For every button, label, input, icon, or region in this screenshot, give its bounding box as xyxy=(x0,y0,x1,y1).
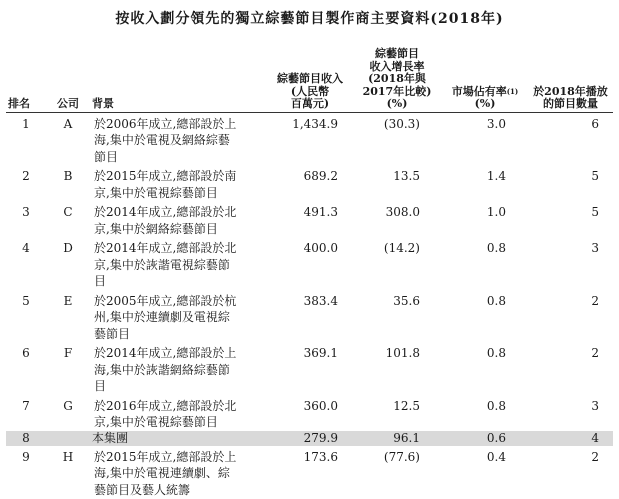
growth-cell: (30.3) xyxy=(383,116,420,131)
producer-table xyxy=(6,48,613,498)
background-line: 海,集中於電視及網絡綜藝 xyxy=(94,133,230,147)
header-company: 公司 xyxy=(46,48,90,112)
header-share-label: 市場佔有率 xyxy=(451,84,507,98)
header-revenue-line: 綜藝節目收入 xyxy=(277,72,343,85)
company-cell: F xyxy=(63,346,73,360)
background-line: 節目 xyxy=(94,149,119,164)
background-line: 京,集中於網絡綜藝節目 xyxy=(94,221,218,236)
background-line: 於2005年成立,總部設於杭 xyxy=(94,293,237,308)
background-line: 京,集中於詼諧電視綜藝節 xyxy=(94,257,230,272)
table-row xyxy=(6,112,613,165)
header-background: 背景 xyxy=(90,48,268,112)
shows-cell: 2 xyxy=(591,293,599,308)
background-line: 京,集中於電視綜藝節目 xyxy=(94,185,218,200)
header-growth-line: (2018年與 xyxy=(368,72,426,85)
revenue-cell: 400.0 xyxy=(303,241,338,255)
table-row xyxy=(6,431,613,446)
share-cell: 3.0 xyxy=(486,116,506,131)
background-cell xyxy=(90,237,268,290)
share-cell: 1.0 xyxy=(486,205,506,219)
revenue-cell: 173.6 xyxy=(303,449,338,464)
table-row xyxy=(6,446,613,499)
shows-cell: 3 xyxy=(591,241,599,255)
header-shows xyxy=(528,48,613,112)
table-row xyxy=(6,237,613,290)
background-cell xyxy=(90,446,268,499)
table-row xyxy=(6,201,613,237)
growth-cell: 35.6 xyxy=(393,293,420,308)
shows-cell: 5 xyxy=(591,169,599,183)
rank-cell: 1 xyxy=(22,116,30,131)
share-cell: 0.8 xyxy=(486,346,506,360)
background-cell xyxy=(90,290,268,343)
background-line: 藝節目及藝人統籌 xyxy=(94,482,191,497)
background-line: 海,集中於電視連續劇、綜 xyxy=(94,466,230,480)
company-cell: D xyxy=(63,241,73,255)
shows-cell: 4 xyxy=(528,431,613,446)
shows-cell: 2 xyxy=(591,346,599,360)
share-cell: 0.6 xyxy=(442,431,528,446)
company-cell: E xyxy=(63,293,73,308)
table-row xyxy=(6,342,613,395)
revenue-cell: 369.1 xyxy=(303,346,338,360)
background-line: 目 xyxy=(94,379,107,393)
revenue-cell: 279.9 xyxy=(268,431,352,446)
growth-cell: (14.2) xyxy=(383,241,420,255)
share-cell: 0.8 xyxy=(486,293,506,308)
background-cell xyxy=(90,395,268,431)
rank-cell: 8 xyxy=(6,431,46,446)
background-cell xyxy=(90,165,268,201)
company-cell: A xyxy=(63,116,73,131)
background-line: 於2014年成立,總部設於北 xyxy=(94,205,237,219)
company-cell: H xyxy=(62,449,74,464)
growth-cell: 13.5 xyxy=(393,169,420,183)
rank-cell: 3 xyxy=(22,205,30,219)
background-line: 京,集中於電視綜藝節目 xyxy=(94,415,218,429)
background-line: 於2014年成立,總部設於上 xyxy=(94,346,237,360)
company-cell: C xyxy=(63,205,73,219)
shows-cell: 5 xyxy=(591,205,599,219)
background-cell xyxy=(90,201,268,237)
header-revenue xyxy=(268,48,352,112)
header-shows-line: 的節目數量 xyxy=(543,97,598,110)
revenue-cell: 689.2 xyxy=(303,169,338,183)
revenue-cell: 1,434.9 xyxy=(292,116,338,131)
background-cell xyxy=(90,342,268,395)
background-line: 於2014年成立,總部設於北 xyxy=(94,241,237,255)
table-body xyxy=(6,112,613,498)
share-cell: 0.8 xyxy=(486,241,506,255)
rank-cell: 2 xyxy=(22,169,30,183)
page-title: 按收入劃分領先的獨立綜藝節目製作商主要資料(2018年) xyxy=(115,11,504,27)
header-growth-line: (%) xyxy=(386,97,408,110)
header-share-footnote: (1) xyxy=(506,86,519,96)
company-cell: 本集團 xyxy=(46,431,268,446)
rank-cell: 4 xyxy=(22,241,30,255)
rank-cell: 5 xyxy=(22,293,30,308)
revenue-cell: 383.4 xyxy=(303,293,338,308)
share-cell: 1.4 xyxy=(486,169,506,183)
table-row xyxy=(6,395,613,431)
growth-cell: (77.6) xyxy=(383,449,420,464)
rank-cell: 9 xyxy=(22,449,30,464)
shows-cell: 6 xyxy=(591,116,599,131)
background-line: 於2006年成立,總部設於上 xyxy=(94,116,237,131)
rank-cell: 6 xyxy=(22,346,30,360)
growth-cell: 308.0 xyxy=(385,205,420,219)
growth-cell: 12.5 xyxy=(393,398,420,413)
header-share-unit: (%) xyxy=(474,97,496,110)
table-row xyxy=(6,165,613,201)
background-line: 目 xyxy=(94,274,107,288)
share-cell: 0.4 xyxy=(486,449,506,464)
company-cell: B xyxy=(63,169,73,183)
shows-cell: 3 xyxy=(591,398,599,413)
revenue-cell: 491.3 xyxy=(303,205,338,219)
background-line: 於2015年成立,總部設於南 xyxy=(94,169,237,183)
header-row xyxy=(6,48,613,112)
header-revenue-line: 百萬元) xyxy=(290,97,330,110)
header-growth-line: 收入增長率 xyxy=(369,59,425,73)
rank-cell: 7 xyxy=(22,398,30,413)
background-line: 於2015年成立,總部設於上 xyxy=(94,449,237,464)
background-cell xyxy=(90,112,268,165)
background-line: 於2016年成立,總部設於北 xyxy=(94,398,237,413)
header-revenue-line: (人民幣 xyxy=(290,84,330,98)
share-cell: 0.8 xyxy=(486,398,506,413)
header-growth-line: 2017年比較) xyxy=(362,84,432,98)
table-row xyxy=(6,290,613,343)
shows-cell: 2 xyxy=(591,449,599,464)
company-cell: G xyxy=(63,398,73,413)
header-growth-line: 綜藝節目 xyxy=(375,47,419,60)
background-line: 藝節目 xyxy=(94,326,131,341)
background-line: 海,集中於詼諧網絡綜藝節 xyxy=(94,362,230,377)
revenue-cell: 360.0 xyxy=(303,398,338,413)
header-shows-line: 於2018年播放 xyxy=(533,84,608,98)
growth-cell: 101.8 xyxy=(385,346,420,360)
header-growth xyxy=(352,48,442,112)
growth-cell: 96.1 xyxy=(352,431,442,446)
header-share xyxy=(442,48,528,112)
header-rank: 排名 xyxy=(6,48,46,112)
background-line: 州,集中於連續劇及電視綜 xyxy=(94,310,230,324)
